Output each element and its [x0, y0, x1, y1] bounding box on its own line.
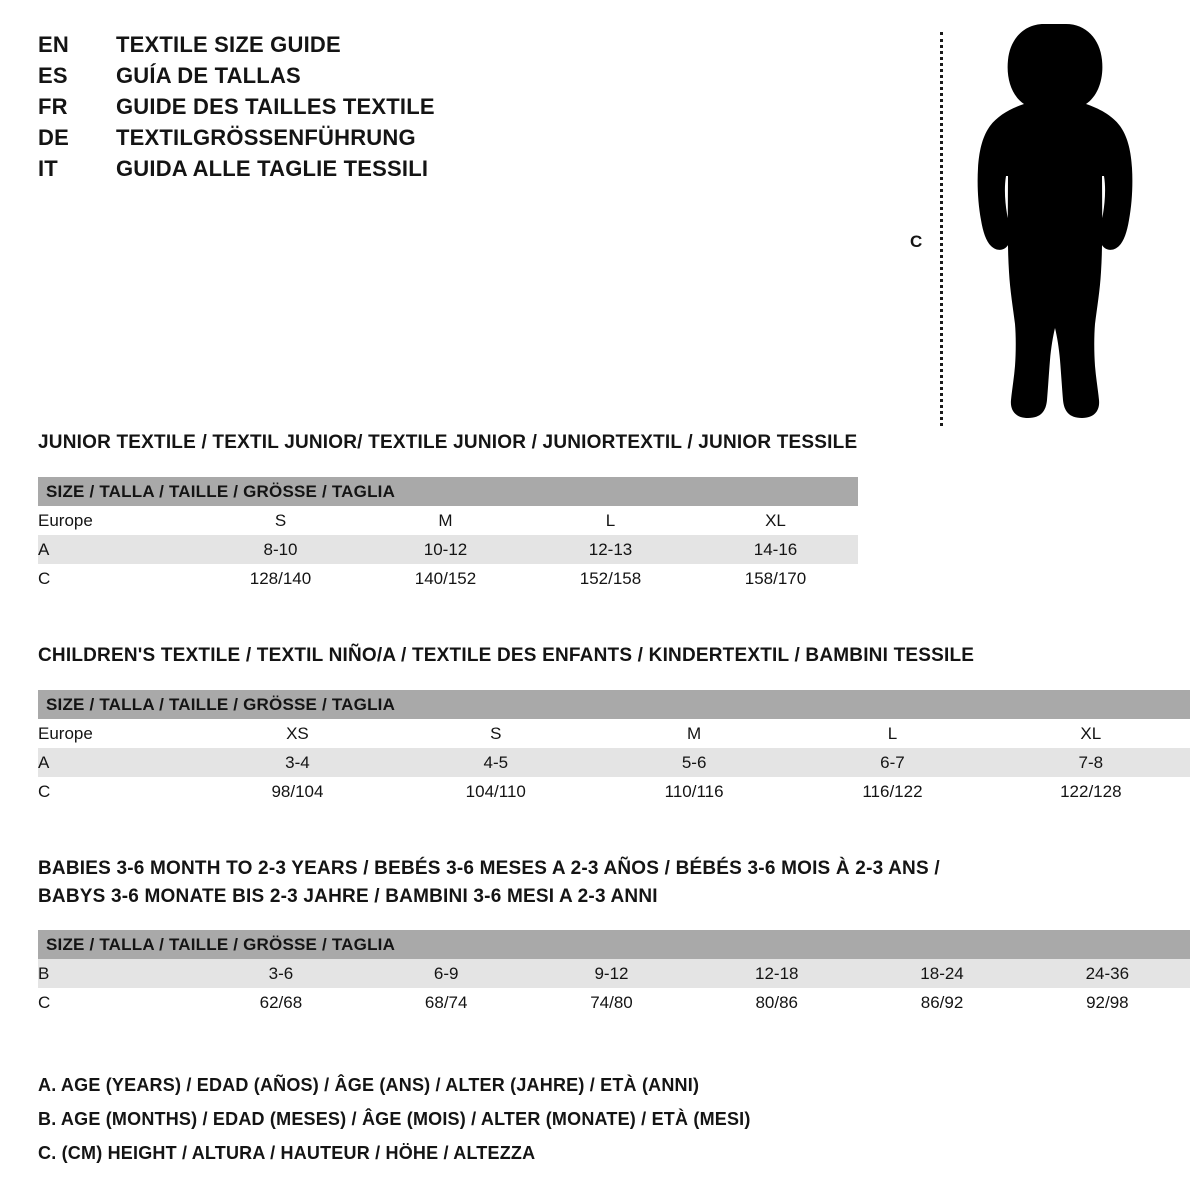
table-header-label: SIZE / TALLA / TAILLE / GRÖSSE / TAGLIA [38, 690, 1190, 719]
table-cell: 5-6 [595, 748, 793, 777]
row-label-c: C [38, 777, 198, 806]
table-cell: 3-4 [198, 748, 396, 777]
row-label-c: C [38, 988, 198, 1017]
table-cell: 116/122 [793, 777, 991, 806]
table-row [38, 564, 858, 593]
section-title-babies-line1: BABIES 3-6 MONTH TO 2-3 YEARS / BEBÉS 3-6 MESES A 2-3 AÑOS / BÉBÉS 3-6 MOIS À 2-3 ANS / [38, 858, 940, 879]
height-measure-line [940, 32, 943, 426]
language-title: GUIDE DES TAILLES TEXTILE [116, 94, 435, 119]
table-cell: 6-7 [793, 748, 991, 777]
footnote-b: B. AGE (MONTHS) / EDAD (MESES) / ÂGE (MOIS) / ALTER (MONATE) / ETÀ (MESI) [38, 1109, 751, 1129]
table-cell: 12-13 [528, 535, 693, 564]
size-header-cell: M [363, 506, 528, 535]
section-title-children: CHILDREN'S TEXTILE / TEXTIL NIÑO/A / TEXTILE DES ENFANTS / KINDERTEXTIL / BAMBINI TESSILE [38, 645, 975, 666]
language-code: DE [38, 125, 69, 150]
child-silhouette-icon [952, 22, 1142, 422]
table-cell: 3-6 [198, 959, 363, 988]
footnotes [38, 1068, 1138, 1170]
table-row [38, 777, 1190, 806]
section-title-babies [38, 855, 1038, 911]
table-row [38, 535, 858, 564]
table-cell: 7-8 [992, 748, 1190, 777]
table-cell: 18-24 [859, 959, 1024, 988]
region-label: Europe [38, 506, 198, 535]
size-header-cell: S [198, 506, 363, 535]
junior-size-table [38, 477, 858, 593]
footnote-c: C. (CM) HEIGHT / ALTURA / HAUTEUR / HÖHE / ALTEZZA [38, 1143, 536, 1163]
table-cell: 152/158 [528, 564, 693, 593]
footnote-a: A. AGE (YEARS) / EDAD (AÑOS) / ÂGE (ANS) / ALTER (JAHRE) / ETÀ (ANNI) [38, 1075, 700, 1095]
row-label-a: A [38, 535, 198, 564]
table-header-row [38, 477, 858, 506]
language-row [38, 125, 598, 156]
table-cell: 74/80 [529, 988, 694, 1017]
language-title: TEXTILGRÖSSENFÜHRUNG [116, 125, 416, 150]
row-label-a: A [38, 748, 198, 777]
size-header-cell: XS [198, 719, 396, 748]
language-row [38, 63, 598, 94]
table-cell: 104/110 [397, 777, 595, 806]
table-cell: 110/116 [595, 777, 793, 806]
language-code: EN [38, 32, 69, 57]
language-titles [38, 32, 598, 187]
table-cell: 98/104 [198, 777, 396, 806]
table-cell: 158/170 [693, 564, 858, 593]
section-title-babies-line2: BABYS 3-6 MONATE BIS 2-3 JAHRE / BAMBINI 3-6 MESI A 2-3 ANNI [38, 886, 658, 907]
table-cell: 62/68 [198, 988, 363, 1017]
language-code: ES [38, 63, 68, 88]
table-row [38, 719, 1190, 748]
table-cell: 14-16 [693, 535, 858, 564]
table-header-row [38, 690, 1190, 719]
size-header-cell: L [528, 506, 693, 535]
table-header-label: SIZE / TALLA / TAILLE / GRÖSSE / TAGLIA [38, 930, 1190, 959]
language-title: TEXTILE SIZE GUIDE [116, 32, 341, 57]
size-header-cell: M [595, 719, 793, 748]
table-cell: 80/86 [694, 988, 859, 1017]
table-cell: 8-10 [198, 535, 363, 564]
language-title: GUIDA ALLE TAGLIE TESSILI [116, 156, 429, 181]
size-header-cell: XL [693, 506, 858, 535]
language-row [38, 156, 598, 187]
table-cell: 122/128 [992, 777, 1190, 806]
table-row [38, 988, 1190, 1017]
measurement-figure [900, 14, 1160, 424]
table-cell: 9-12 [529, 959, 694, 988]
table-cell: 24-36 [1025, 959, 1190, 988]
table-cell: 140/152 [363, 564, 528, 593]
row-label-b: B [38, 959, 198, 988]
table-cell: 4-5 [397, 748, 595, 777]
language-row [38, 32, 598, 63]
language-title: GUÍA DE TALLAS [116, 63, 301, 88]
measure-label-c: C [910, 232, 923, 251]
size-header-cell: L [793, 719, 991, 748]
table-cell: 92/98 [1025, 988, 1190, 1017]
size-header-cell: S [397, 719, 595, 748]
table-row [38, 506, 858, 535]
section-title-junior: JUNIOR TEXTILE / TEXTIL JUNIOR/ TEXTILE JUNIOR / JUNIORTEXTIL / JUNIOR TESSILE [38, 432, 858, 453]
table-cell: 6-9 [364, 959, 529, 988]
row-label-c: C [38, 564, 198, 593]
table-cell: 10-12 [363, 535, 528, 564]
table-header-label: SIZE / TALLA / TAILLE / GRÖSSE / TAGLIA [38, 477, 858, 506]
language-code: FR [38, 94, 68, 119]
table-header-row [38, 930, 1190, 959]
table-row [38, 959, 1190, 988]
table-cell: 86/92 [859, 988, 1024, 1017]
table-cell: 128/140 [198, 564, 363, 593]
table-row [38, 748, 1190, 777]
language-row [38, 94, 598, 125]
region-label: Europe [38, 719, 198, 748]
children-size-table [38, 690, 1190, 806]
size-header-cell: XL [992, 719, 1190, 748]
table-cell: 12-18 [694, 959, 859, 988]
language-code: IT [38, 156, 58, 181]
table-cell: 68/74 [364, 988, 529, 1017]
babies-size-table [38, 930, 1190, 1017]
